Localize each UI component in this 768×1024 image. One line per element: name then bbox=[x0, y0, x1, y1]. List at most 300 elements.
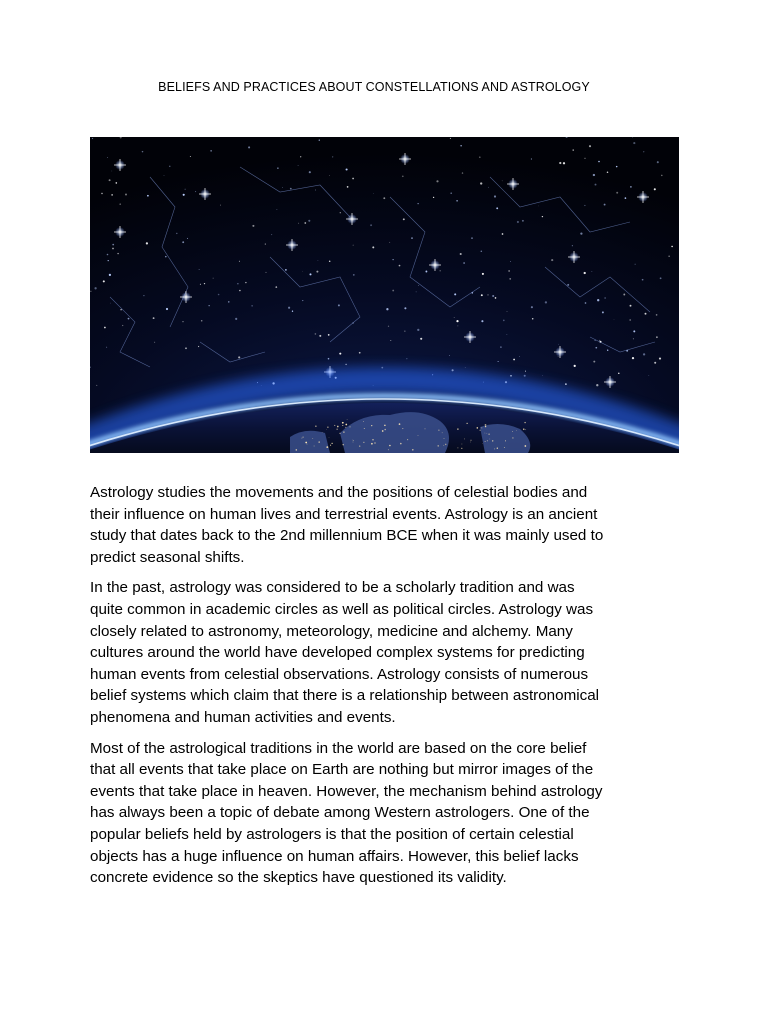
star bbox=[416, 292, 417, 293]
star bbox=[251, 305, 252, 306]
star bbox=[112, 248, 114, 250]
star bbox=[359, 352, 361, 354]
star bbox=[642, 279, 644, 281]
star bbox=[353, 245, 354, 246]
star bbox=[551, 259, 553, 261]
star bbox=[510, 375, 512, 377]
paragraph-line: predict seasonal shifts. bbox=[90, 548, 245, 566]
city-light bbox=[337, 426, 339, 428]
star bbox=[654, 188, 656, 190]
paragraph-line: their influence on human lives and terrestrial events. Astrology is an ancient bbox=[90, 505, 598, 523]
city-light bbox=[488, 433, 490, 435]
star bbox=[563, 162, 565, 164]
star bbox=[107, 157, 108, 158]
star bbox=[199, 269, 200, 270]
city-light bbox=[353, 440, 354, 441]
star bbox=[104, 327, 106, 329]
night-sky-earth-image bbox=[90, 137, 679, 453]
city-light bbox=[388, 449, 389, 450]
star bbox=[328, 334, 330, 336]
star bbox=[235, 318, 237, 320]
star bbox=[460, 253, 462, 255]
star bbox=[420, 338, 422, 340]
star bbox=[542, 216, 543, 217]
star bbox=[404, 307, 406, 309]
star bbox=[531, 158, 532, 159]
star bbox=[340, 212, 341, 213]
star bbox=[657, 161, 659, 163]
star bbox=[531, 306, 533, 308]
star bbox=[404, 331, 405, 332]
star bbox=[252, 225, 254, 227]
star bbox=[632, 357, 634, 359]
star bbox=[565, 383, 567, 385]
star bbox=[402, 175, 404, 177]
star bbox=[201, 320, 203, 322]
star bbox=[471, 237, 473, 239]
city-light bbox=[485, 433, 486, 434]
star bbox=[373, 193, 374, 194]
city-light bbox=[326, 446, 328, 448]
star bbox=[185, 189, 186, 190]
city-light bbox=[399, 423, 401, 425]
star bbox=[403, 218, 405, 220]
star bbox=[399, 265, 401, 267]
star bbox=[630, 186, 632, 188]
star bbox=[388, 326, 389, 327]
city-light bbox=[318, 441, 320, 443]
star bbox=[593, 361, 595, 363]
city-light bbox=[470, 440, 471, 441]
star bbox=[288, 307, 290, 309]
city-light bbox=[467, 423, 468, 424]
star bbox=[481, 320, 483, 322]
star bbox=[616, 192, 618, 194]
star bbox=[329, 260, 331, 262]
star bbox=[109, 274, 111, 276]
star bbox=[94, 287, 96, 289]
star bbox=[266, 272, 267, 273]
star bbox=[604, 204, 606, 206]
star bbox=[120, 309, 121, 310]
paragraph-line: concrete evidence so the skeptics have questioned its validity. bbox=[90, 869, 507, 887]
star bbox=[315, 333, 317, 335]
star bbox=[584, 158, 585, 159]
star bbox=[532, 318, 534, 320]
city-light bbox=[334, 425, 335, 426]
star bbox=[559, 162, 561, 164]
city-light bbox=[342, 422, 344, 424]
star bbox=[315, 190, 316, 191]
star bbox=[200, 284, 201, 285]
star bbox=[630, 305, 632, 307]
city-light bbox=[374, 442, 375, 443]
star bbox=[245, 282, 246, 283]
star bbox=[338, 304, 340, 306]
star bbox=[648, 375, 649, 376]
city-light bbox=[516, 430, 517, 431]
paragraph-line: cultures around the world have developed complex systems for predicting bbox=[90, 644, 585, 662]
city-light bbox=[445, 444, 447, 446]
star bbox=[392, 290, 394, 292]
star bbox=[154, 342, 155, 343]
city-light bbox=[343, 431, 344, 432]
star bbox=[572, 245, 573, 246]
star bbox=[607, 172, 609, 174]
star bbox=[115, 182, 117, 184]
star bbox=[239, 261, 240, 262]
star bbox=[182, 321, 183, 322]
city-light bbox=[384, 425, 385, 426]
star bbox=[290, 188, 292, 190]
star bbox=[488, 187, 489, 188]
star bbox=[237, 283, 238, 284]
paragraph-line: study that dates back to the 2nd millennium BCE when it was mainly used to bbox=[90, 527, 604, 545]
star bbox=[584, 205, 585, 206]
star bbox=[282, 187, 283, 188]
star bbox=[519, 356, 520, 357]
city-light bbox=[326, 429, 327, 430]
star bbox=[595, 184, 597, 186]
star bbox=[285, 269, 287, 271]
star bbox=[108, 260, 109, 261]
star bbox=[593, 174, 595, 176]
star bbox=[328, 358, 330, 360]
star bbox=[573, 149, 574, 150]
star bbox=[169, 166, 170, 167]
star bbox=[598, 161, 600, 163]
star bbox=[633, 338, 634, 339]
star bbox=[460, 145, 461, 146]
city-light bbox=[497, 448, 498, 449]
star bbox=[614, 319, 615, 320]
city-light bbox=[359, 445, 360, 446]
star bbox=[316, 271, 318, 273]
city-light bbox=[384, 429, 386, 431]
star bbox=[585, 302, 587, 304]
star bbox=[339, 353, 341, 355]
city-light bbox=[342, 425, 343, 426]
city-light bbox=[363, 442, 364, 443]
city-light bbox=[444, 438, 445, 439]
star bbox=[238, 356, 240, 358]
city-light bbox=[342, 444, 344, 446]
city-light bbox=[504, 447, 505, 448]
star bbox=[302, 271, 303, 272]
star bbox=[308, 220, 310, 222]
star bbox=[625, 197, 627, 199]
star bbox=[507, 334, 508, 335]
star bbox=[220, 205, 221, 206]
star bbox=[411, 237, 413, 239]
star bbox=[450, 138, 451, 139]
star bbox=[392, 259, 393, 260]
star bbox=[298, 165, 299, 166]
star bbox=[109, 179, 111, 181]
city-light bbox=[482, 443, 483, 444]
star bbox=[513, 359, 515, 361]
paragraph-line: phenomena and human activities and events. bbox=[90, 708, 396, 726]
city-light bbox=[485, 424, 487, 426]
city-light bbox=[462, 444, 463, 445]
star bbox=[496, 207, 498, 209]
star bbox=[103, 280, 105, 282]
paragraph-3 bbox=[90, 738, 690, 889]
city-light bbox=[372, 439, 373, 440]
star bbox=[479, 156, 481, 158]
star bbox=[218, 294, 220, 296]
city-light bbox=[442, 432, 443, 433]
star bbox=[502, 180, 503, 181]
star bbox=[183, 194, 185, 196]
star bbox=[111, 171, 112, 172]
star bbox=[481, 250, 483, 252]
star bbox=[436, 180, 438, 182]
star bbox=[92, 138, 93, 139]
star bbox=[117, 253, 118, 254]
star bbox=[372, 246, 374, 248]
paragraph-1 bbox=[90, 482, 690, 568]
star bbox=[347, 186, 349, 188]
star bbox=[213, 278, 214, 279]
city-light bbox=[412, 449, 414, 451]
city-light bbox=[353, 442, 354, 443]
city-light bbox=[425, 429, 426, 430]
star bbox=[153, 317, 155, 319]
city-light bbox=[331, 443, 332, 444]
star bbox=[198, 346, 199, 347]
star bbox=[165, 256, 167, 258]
star bbox=[302, 300, 303, 301]
star bbox=[503, 320, 505, 322]
star bbox=[119, 203, 121, 205]
star bbox=[190, 156, 191, 157]
star bbox=[277, 209, 278, 210]
star bbox=[500, 346, 502, 348]
star bbox=[456, 320, 458, 322]
star bbox=[142, 151, 144, 153]
star bbox=[370, 224, 372, 226]
star bbox=[643, 353, 645, 355]
star bbox=[538, 206, 539, 207]
city-light bbox=[329, 437, 330, 438]
star bbox=[492, 295, 494, 297]
star bbox=[454, 317, 455, 318]
star bbox=[248, 146, 250, 148]
city-light bbox=[438, 430, 439, 431]
star bbox=[457, 301, 458, 302]
city-light bbox=[505, 440, 506, 441]
star bbox=[309, 171, 311, 173]
star bbox=[353, 274, 355, 276]
star bbox=[425, 271, 427, 273]
paragraph-line: Astrology studies the movements and the positions of celestial bodies and bbox=[90, 484, 588, 501]
city-light bbox=[461, 448, 462, 449]
star bbox=[345, 364, 346, 365]
city-light bbox=[494, 448, 495, 449]
paragraph-line: belief systems which claim that there is a relationship between astronomical bbox=[90, 687, 600, 705]
star bbox=[660, 277, 662, 279]
star bbox=[449, 355, 450, 356]
star bbox=[317, 260, 318, 261]
city-light bbox=[307, 444, 308, 445]
star bbox=[589, 145, 591, 147]
city-light bbox=[479, 430, 480, 431]
star bbox=[304, 222, 306, 224]
star bbox=[406, 358, 407, 359]
city-light bbox=[524, 446, 525, 447]
star bbox=[592, 271, 593, 272]
city-light bbox=[402, 428, 403, 429]
paragraph-line: closely related to astronomy, meteorology, medicine and alchemy. Many bbox=[90, 622, 573, 640]
star bbox=[146, 242, 148, 244]
city-light bbox=[322, 432, 323, 433]
star bbox=[143, 295, 144, 296]
paragraph-line: popular beliefs held by astrologers is that the position of certain celestial bbox=[90, 825, 574, 843]
city-light bbox=[407, 439, 408, 440]
city-light bbox=[485, 441, 486, 442]
star bbox=[309, 273, 311, 275]
paragraph-line: objects has a huge influence on human affairs. However, this belief lacks bbox=[90, 847, 579, 865]
star bbox=[498, 361, 499, 362]
star bbox=[509, 278, 511, 280]
city-light bbox=[512, 431, 513, 432]
star bbox=[185, 347, 187, 349]
city-light bbox=[470, 442, 471, 443]
star bbox=[607, 350, 608, 351]
star bbox=[329, 175, 330, 176]
star bbox=[507, 311, 508, 312]
star bbox=[390, 340, 391, 341]
star bbox=[462, 172, 463, 173]
city-light bbox=[349, 426, 350, 427]
star bbox=[386, 308, 388, 310]
star bbox=[494, 195, 496, 197]
star bbox=[107, 254, 109, 256]
city-light bbox=[525, 429, 526, 430]
city-light bbox=[457, 447, 458, 448]
star bbox=[122, 325, 123, 326]
city-light bbox=[302, 436, 303, 437]
city-light bbox=[512, 437, 514, 439]
star bbox=[210, 150, 211, 151]
city-light bbox=[296, 449, 298, 451]
city-light bbox=[485, 426, 486, 427]
star bbox=[106, 347, 107, 348]
star bbox=[277, 167, 278, 168]
star bbox=[618, 373, 619, 374]
star bbox=[502, 233, 504, 235]
star bbox=[417, 329, 419, 331]
city-light bbox=[389, 445, 391, 447]
star bbox=[495, 297, 497, 299]
star bbox=[111, 194, 113, 196]
city-light bbox=[400, 443, 402, 445]
city-light bbox=[481, 427, 482, 428]
star bbox=[596, 384, 598, 386]
city-light bbox=[364, 428, 365, 429]
city-light bbox=[315, 426, 316, 427]
city-light bbox=[314, 446, 315, 447]
body-text bbox=[90, 482, 690, 898]
paragraph-line: that all events that take place on Earth are nothing but mirror images of the bbox=[90, 761, 594, 779]
star bbox=[645, 313, 647, 315]
paragraph-line: has always been a topic of debate among Western astrologers. One of the bbox=[90, 804, 590, 822]
star bbox=[542, 375, 543, 376]
star bbox=[147, 195, 149, 197]
star bbox=[465, 367, 466, 368]
city-light bbox=[443, 445, 444, 446]
city-light bbox=[330, 445, 331, 446]
star bbox=[383, 197, 385, 199]
city-light bbox=[337, 429, 338, 430]
city-light bbox=[345, 427, 346, 428]
star bbox=[182, 241, 184, 243]
star bbox=[574, 365, 576, 367]
star bbox=[482, 273, 484, 275]
star bbox=[275, 286, 277, 288]
star bbox=[633, 142, 635, 144]
star bbox=[643, 151, 644, 152]
star bbox=[508, 270, 509, 271]
star bbox=[292, 311, 293, 312]
star bbox=[319, 139, 320, 140]
star bbox=[454, 293, 456, 295]
paragraph-line: Most of the astrological traditions in the world are based on the core belief bbox=[90, 739, 587, 757]
star bbox=[433, 197, 434, 198]
star bbox=[110, 303, 111, 304]
star bbox=[510, 261, 511, 262]
star bbox=[125, 193, 127, 195]
document-title: BELIEFS AND PRACTICES ABOUT CONSTELLATIONS AND ASTROLOGY bbox=[158, 80, 590, 94]
star bbox=[661, 175, 663, 177]
star bbox=[567, 284, 569, 286]
star bbox=[481, 294, 483, 296]
city-light bbox=[371, 443, 373, 445]
star bbox=[298, 223, 299, 224]
star bbox=[265, 244, 266, 245]
star bbox=[204, 283, 205, 284]
star bbox=[480, 182, 482, 184]
paragraph-line: quite common in academic circles as well as political circles. Astrology was bbox=[90, 600, 594, 618]
star bbox=[616, 166, 617, 167]
city-light bbox=[477, 427, 479, 429]
star bbox=[584, 272, 586, 274]
city-light bbox=[327, 427, 328, 428]
city-light bbox=[438, 445, 439, 446]
city-light bbox=[312, 438, 313, 439]
star bbox=[112, 244, 114, 246]
star bbox=[164, 175, 165, 176]
star bbox=[319, 335, 321, 337]
star bbox=[458, 326, 459, 327]
city-light bbox=[486, 433, 487, 434]
city-light bbox=[489, 439, 490, 440]
star bbox=[209, 305, 210, 306]
star bbox=[623, 294, 625, 296]
star bbox=[545, 301, 547, 303]
star bbox=[187, 238, 188, 239]
star bbox=[669, 256, 670, 257]
city-light bbox=[418, 435, 419, 436]
star bbox=[524, 375, 526, 377]
star bbox=[300, 156, 301, 157]
star bbox=[101, 193, 102, 194]
city-light bbox=[524, 422, 525, 423]
star bbox=[271, 234, 272, 235]
city-light bbox=[345, 424, 347, 426]
star bbox=[656, 336, 658, 338]
